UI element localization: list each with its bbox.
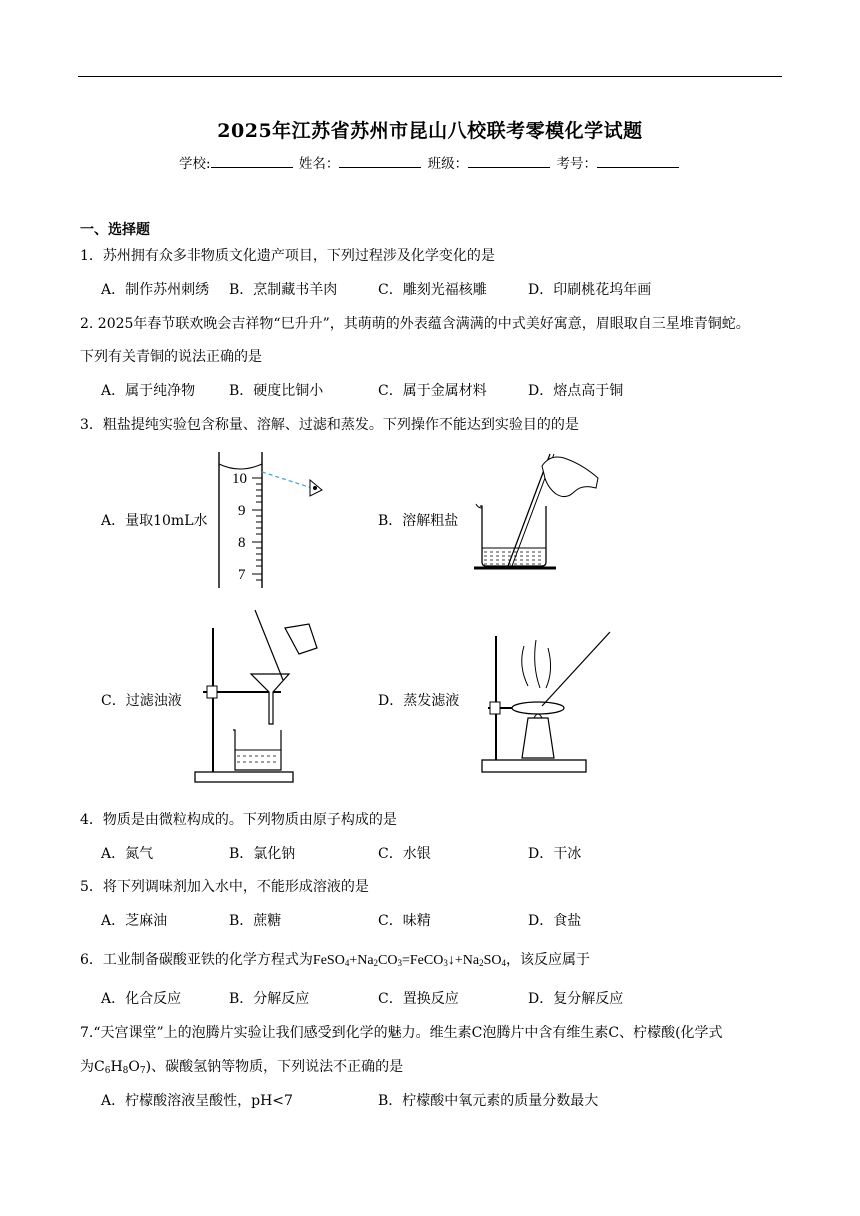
q6-option-c[interactable]: C．置换反应: [378, 991, 459, 1007]
q6-stem-suffix: ，该反应属于: [505, 952, 590, 968]
q4-stem: 4．物质是由微粒构成的。下列物质由原子构成的是: [80, 812, 397, 828]
student-info: [0, 152, 860, 172]
q7-option-a[interactable]: A．柠檬酸溶液呈酸性，pH<7: [101, 1093, 293, 1109]
q6-stem: [80, 950, 590, 973]
q3-stem: 3．粗盐提纯实验包含称量、溶解、过滤和蒸发。下列操作不能达到实验目的的是: [80, 417, 579, 433]
q4-option-b[interactable]: B．氯化钠: [229, 846, 296, 862]
q2-option-b[interactable]: B．硬度比铜小: [229, 383, 324, 399]
q2-stem: 2. 2025年春节联欢晚会吉祥物“巳升升”，其萌萌的外表蕴含满满的中式美好寓意，眉眼取自三星堆青铜蛇。: [80, 316, 750, 332]
name-label: 姓名：: [298, 156, 340, 172]
q6-stem-prefix: 6．工业制备碳酸亚铁的化学方程式为: [80, 952, 313, 968]
q3-option-a[interactable]: A．量取10mL水: [101, 513, 208, 529]
school-label: 学校:: [179, 156, 211, 172]
graduated-cylinder-figure: [214, 450, 334, 590]
q5-option-a[interactable]: A．芝麻油: [101, 913, 168, 929]
q1-stem: 1．苏州拥有众多非物质文化遗产项目，下列过程涉及化学变化的是: [80, 248, 495, 264]
q4-option-a[interactable]: A．氮气: [101, 846, 154, 862]
evaporation-figure: [478, 626, 628, 786]
q7-stem-line2: 为$C_6H_8O_7$)、碳酸氢钠等物质，下列说法不正确的是: [80, 1059, 404, 1076]
cylinder-tick-9: 9: [238, 503, 246, 519]
q7-option-b[interactable]: B．柠檬酸中氧元素的质量分数最大: [378, 1093, 599, 1109]
school-blank[interactable]: [211, 155, 293, 168]
q5-option-c[interactable]: C．味精: [378, 913, 431, 929]
page-title: 2025年江苏省苏州市昆山八校联考零模化学试题: [217, 120, 643, 142]
q5-option-b[interactable]: B．蔗糖: [229, 913, 282, 929]
class-blank[interactable]: [468, 155, 550, 168]
q5-stem: 5．将下列调味剂加入水中，不能形成溶液的是: [80, 879, 369, 895]
q1-option-b[interactable]: B．烹制藏书羊肉: [229, 282, 338, 298]
q5-option-d[interactable]: D．食盐: [528, 913, 582, 929]
q2-option-c[interactable]: C．属于金属材料: [378, 383, 487, 399]
q2-stem-line2: 下列有关青铜的说法正确的是: [80, 349, 262, 365]
header-rule: [78, 76, 782, 77]
q2-option-d[interactable]: D．熔点高于铜: [528, 383, 624, 399]
hand-icon: [542, 457, 598, 497]
filtration-figure: [193, 606, 343, 786]
q1-option-a[interactable]: A．制作苏州刺绣: [101, 282, 210, 298]
class-label: 班级：: [427, 156, 469, 172]
section-heading: 一、选择题: [80, 222, 150, 238]
q2-option-a[interactable]: A．属于纯净物: [101, 383, 196, 399]
cylinder-tick-10: 10: [232, 471, 247, 487]
dissolving-figure: [470, 448, 610, 570]
q1-option-d[interactable]: D．印刷桃花坞年画: [528, 282, 652, 298]
q1-option-c[interactable]: C．雕刻光福核雕: [378, 282, 487, 298]
cylinder-tick-7: 7: [238, 567, 246, 583]
number-label: 考号：: [556, 156, 597, 172]
name-blank[interactable]: [339, 155, 421, 168]
cylinder-tick-8: 8: [238, 535, 246, 551]
q4-option-c[interactable]: C．水银: [378, 846, 431, 862]
q6-option-a[interactable]: A．化合反应: [101, 991, 182, 1007]
q3-option-c[interactable]: C．过滤浊液: [101, 693, 182, 709]
q3-option-d[interactable]: D．蒸发滤液: [378, 693, 460, 709]
q6-option-d[interactable]: D．复分解反应: [528, 991, 624, 1007]
q3-option-b[interactable]: B．溶解粗盐: [378, 513, 459, 529]
q6-equation: $FeSO_4+Na_2CO_3=FeCO_3↓+Na_2SO_4$: [312, 953, 506, 968]
q7-stem: 7.“天宫课堂”上的泡腾片实验让我们感受到化学的魅力。维生素C泡腾片中含有维生素C、柠檬酸(化学式: [80, 1025, 723, 1041]
q6-option-b[interactable]: B．分解反应: [229, 991, 310, 1007]
q4-option-d[interactable]: D．干冰: [528, 846, 582, 862]
number-blank[interactable]: [597, 155, 679, 168]
